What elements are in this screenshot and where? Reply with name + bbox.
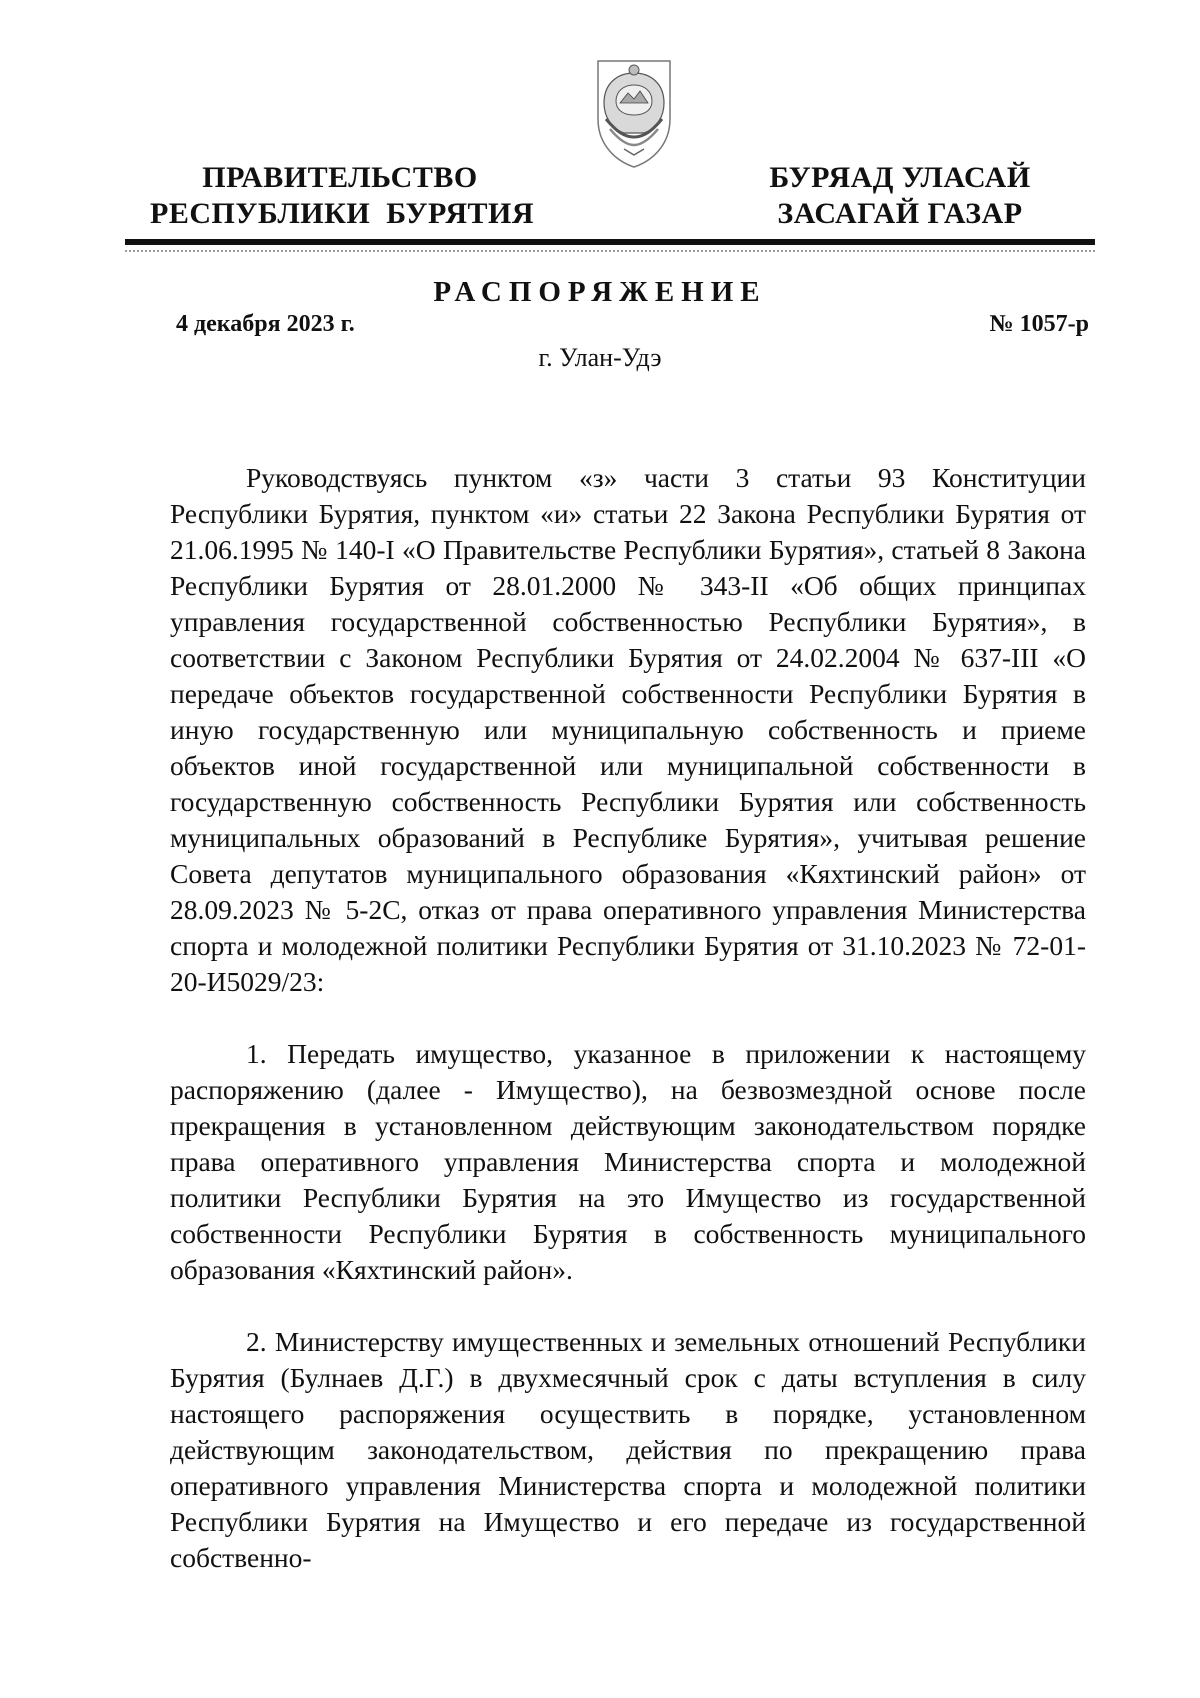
government-name-buryat	[720, 160, 1080, 232]
document-type: РАСПОРЯЖЕНИЕ	[433, 276, 767, 308]
government-name-line2: РЕСПУБЛИКИ БУРЯТИЯ	[150, 197, 535, 230]
header-divider-dotted	[125, 250, 1095, 252]
document-city: г. Улан-Удэ	[538, 343, 662, 372]
paragraph-preamble: Руководствуясь пунктом «з» части 3 статьи 93 Конституции Республики Бурятия, пунктом «и» статьи 22 Закона Республики Бурятия от 21.06.1995 № 140-I «О Правительстве Республики Бурятия», статьей 8 Закона Республики Бурятия от 28.01.2000 № 343-II «Об общих принципах управления государственной собственностью Республики Бурятия», в соответствии с Законом Республики Бурятия от 24.02.2004 № 637-III «О передаче объектов государственной собственности Республики Бурятия в иную государственную или муниципальную собственность и приеме объектов иной государственной или муниципальной собственности в государственную собственность Республики Бурятия или собственность муниципальных образований в Республике Бурятия», учитывая решение Совета депутатов муниципального образования «Кяхтинский район» от 28.09.2023 № 5-2С, отказ от права оперативного управления Министерства спорта и молодежной политики Республики Бурятия от 31.10.2023 № 72-01-20-И5029/23:	[170, 462, 1086, 997]
coat-of-arms-icon	[594, 57, 674, 169]
government-name-line2: ЗАСАГАЙ ГАЗАР	[777, 197, 1023, 230]
government-name-line1: ПРАВИТЕЛЬСТВО	[202, 161, 478, 194]
paragraph-item-1: 1. Передать имущество, указанное в приложении к настоящему распоряжению (далее - Имущество), на безвозмездной основе после прекращения в установленном действующим законодательством порядке права оперативного управления Министерства спорта и молодежной политики Республики Бурятия на это Имущество из государственной собственности Республики Бурятия в собственность муниципального образования «Кяхтинский район».	[170, 1038, 1086, 1285]
government-name-line1: БУРЯАД УЛАСАЙ	[769, 161, 1031, 194]
document-number: № 1057-р	[989, 311, 1089, 337]
government-name-russian	[150, 160, 535, 232]
document-date: 4 декабря 2023 г.	[176, 311, 355, 337]
header-divider	[125, 239, 1095, 245]
document-body	[170, 460, 1086, 1576]
paragraph-item-2: 2. Министерству имущественных и земельных отношений Республики Бурятия (Булнаев Д.Г.) в двухмесячный срок с даты вступления в силу настоящего распоряжения осуществить в порядке, установленном действующим законодательством, действия по прекращению права оперативного управления Министерства спорта и молодежной политики Республики Бурятия на Имущество и его передаче из государственной собственно-	[170, 1326, 1086, 1573]
